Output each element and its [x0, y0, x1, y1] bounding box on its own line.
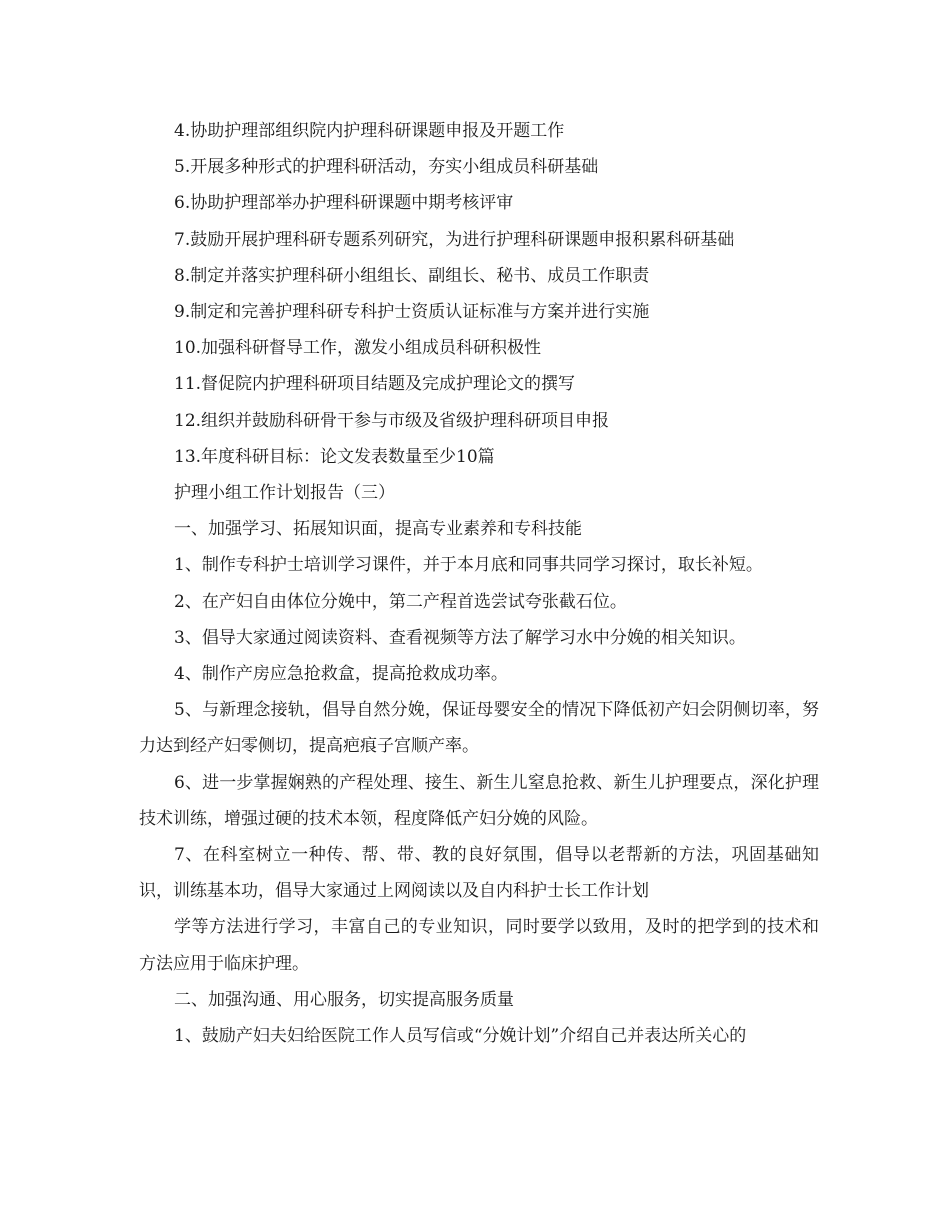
- section-title: 护理小组工作计划报告（三）: [174, 483, 395, 504]
- paragraph-item-9: 9.制定和完善护理科研专科护士资质认证标准与方案并进行实施: [174, 302, 650, 323]
- paragraph-section1-item-7-continued: 学等方法进行学习，丰富自己的专业知识，同时要学以致用，及时的把学到的技术和方法应用于临床护理。: [139, 917, 819, 974]
- paragraph-item-10: 10.加强科研督导工作，激发小组成员科研积极性: [174, 338, 542, 359]
- paragraph-section1-item-4: 4、制作产房应急抢救盒，提高抢救成功率。: [174, 664, 508, 685]
- section-heading-2: 二、加强沟通、用心服务，切实提高服务质量: [174, 989, 514, 1010]
- document-body: [139, 113, 819, 1054]
- paragraph-item-5: 5.开展多种形式的护理科研活动，夯实小组成员科研基础: [174, 157, 599, 178]
- paragraph-section1-item-1: 1、制作专科护士培训学习课件，并于本月底和同事共同学习探讨，取长补短。: [174, 555, 763, 576]
- paragraph-section1-item-5: 5、与新理念接轨，倡导自然分娩，保证母婴安全的情况下降低初产妇会阴侧切率，努力达到经产妇零侧切，提高疤痕子宫顺产率。: [139, 700, 819, 757]
- paragraph-item-4: 4.协助护理部组织院内护理科研课题申报及开题工作: [174, 121, 565, 141]
- paragraph-section1-item-2: 2、在产妇自由体位分娩中，第二产程首选尝试夸张截石位。: [174, 591, 627, 612]
- section-heading-1: 一、加强学习、拓展知识面，提高专业素养和专科技能: [174, 519, 582, 540]
- paragraph-section1-item-3: 3、倡导大家通过阅读资料、查看视频等方法了解学习水中分娩的相关知识。: [174, 627, 746, 648]
- paragraph-section2-item-1: 1、鼓励产妇夫妇给医院工作人员写信或“分娩计划”介绍自己并表达所关心的: [174, 1026, 747, 1047]
- paragraph-section1-item-6: 6、进一步掌握娴熟的产程处理、接生、新生儿窒息抢救、新生儿护理要点，深化护理技术训练，增强过硬的技术本领，程度降低产妇分娩的风险。: [139, 772, 819, 829]
- paragraph-section1-item-7: 7、在科室树立一种传、帮、带、教的良好氛围，倡导以老帮新的方法，巩固基础知识，训练基本功，倡导大家通过上网阅读以及自内科护士长工作计划: [139, 845, 819, 902]
- paragraph-item-12: 12.组织并鼓励科研骨干参与市级及省级护理科研项目申报: [174, 410, 610, 431]
- paragraph-item-11: 11.督促院内护理科研项目结题及完成护理论文的撰写: [174, 374, 576, 395]
- paragraph-item-6: 6.协助护理部举办护理科研课题中期考核评审: [174, 193, 514, 214]
- paragraph-item-8: 8.制定并落实护理科研小组组长、副组长、秘书、成员工作职责: [174, 265, 650, 286]
- paragraph-item-7: 7.鼓励开展护理科研专题系列研究，为进行护理科研课题申报积累科研基础: [174, 229, 735, 250]
- paragraph-item-13: 13.年度科研目标：论文发表数量至少10篇: [174, 446, 495, 467]
